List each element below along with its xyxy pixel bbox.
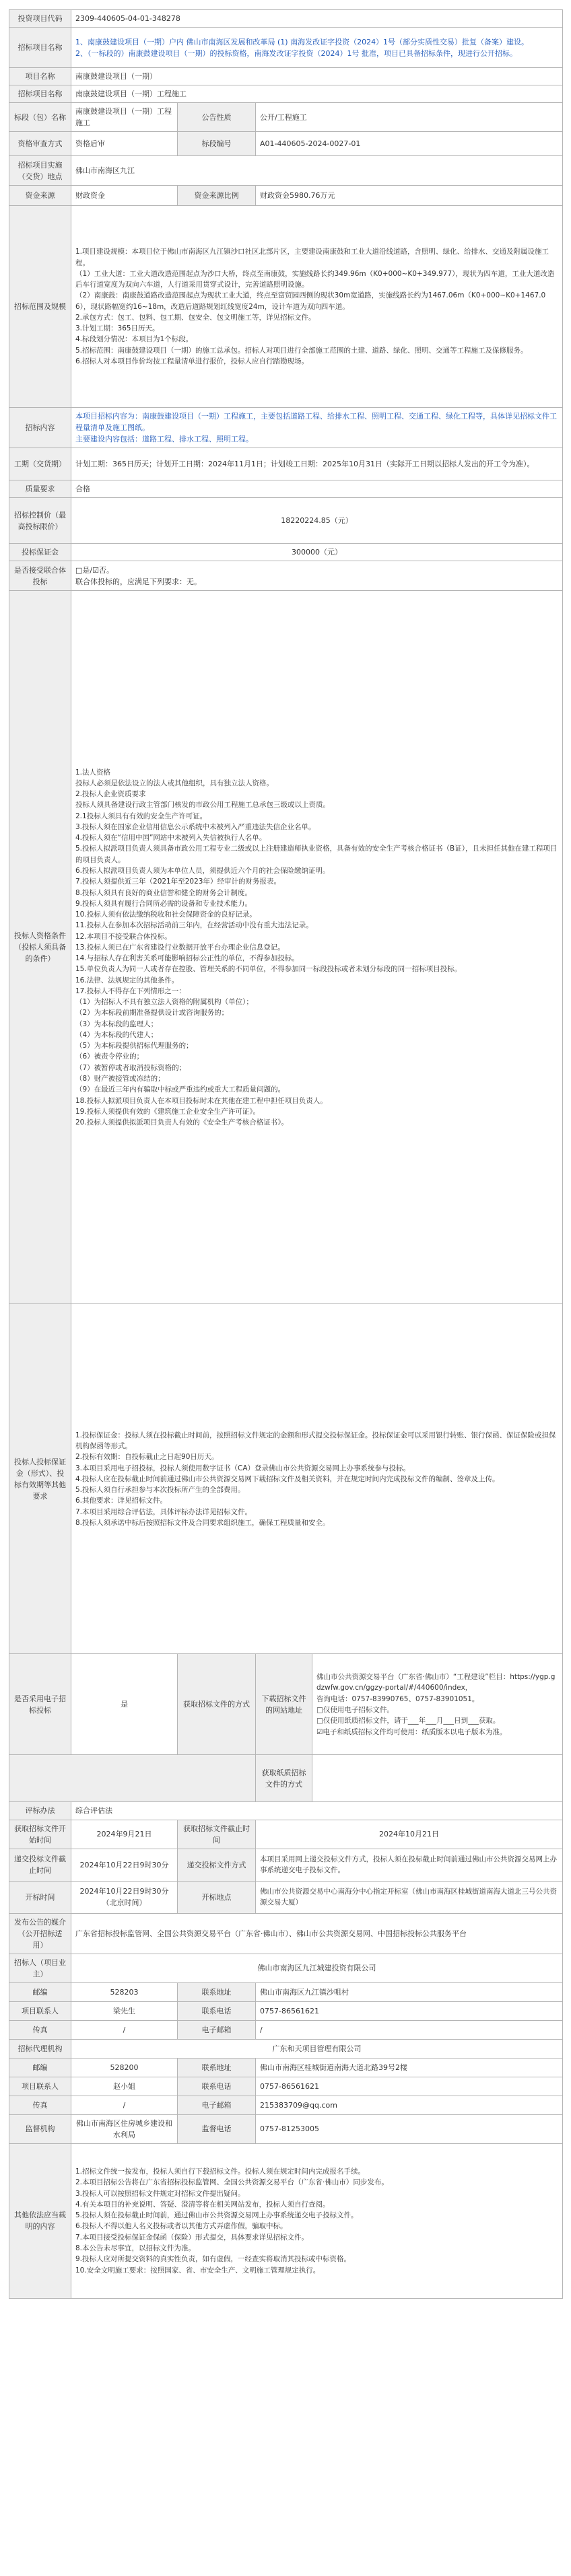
table-row [9,132,563,156]
table-row [9,2001,563,2020]
period-value: 计划工期：365日历天；计划开工日期：2024年11月1日；计划竣工日期：2025年10月31日（实际开工日期以招标人发出的开工令为准）。 [71,448,563,480]
agent-value: 广东和天项目管理有限公司 [71,2039,563,2058]
open-place-value: 佛山市公共资源交易中心南海分中心指定开标室（佛山市南海区桂城街道南海大道北三号公共资源交易大厦） [256,1881,563,1913]
empty-cell [9,1755,256,1802]
submit-place-value: 本项目采用网上递交投标文件方式，投标人须在投标截止时间前通过佛山市公共资源交易网上办事系统递交电子投标文件。 [256,1849,563,1881]
table-row [9,2039,563,2058]
start-value: 2024年9月21日 [71,1820,178,1849]
project-label: 项目名称 [9,68,71,85]
postcode-value: 528203 [71,1982,178,2001]
phone-value: 0757-86561621 [256,2001,563,2020]
bid-notice-table [9,9,563,2299]
table-row [9,591,563,1304]
fax-value: / [71,2020,178,2039]
table-row [9,1849,563,1881]
table-row [9,2096,563,2114]
open-label: 开标时间 [9,1881,71,1913]
maxprice-label: 招标控制价（最高投标限价） [9,498,71,544]
plan-label: 标段编号 [178,132,256,156]
table-row [9,156,563,186]
table-row [9,206,563,408]
table-row [9,103,563,132]
table-row [9,2143,563,2298]
postcode-label: 邮编 [9,1982,71,2001]
bidproject-label: 招标项目名称 [9,85,71,103]
addr-value: 佛山市南海区九江镇沙咀村 [256,1982,563,2001]
qual-value: 1.法人资格 投标人必须是依法设立的法人或其他组织，具有独立法人资格。 2.投标人企业资质要求 投标人须具备建设行政主管部门核发的市政公用工程施工总承包三级或以上资质。 2.1投标人须具有有效的安全生产许可证。 3.投标人须在国家企业信用信息公示系统中未被列入严重违法失信企业名单。 4.投标人须在“信用中国”网站中未被列入失信被执行人名单。 5.投标人拟派项目负责人须具备市政公用工程专业二级或以上注册建造师执业资格，具备有效的安全生产考核合格证书（B证），且未担任其他在建工程项目的项目负责人。 6.投标人拟派项目负责人须为本单位人员，须提供近六个月的社会保险缴纳证明。 7.投标人须提供近三年（2021年至2023年）经审计的财务报表。 8.投标人须具有良好的商业信誉和健全的财务会计制度。 9.投标人须具有履行合同所必需的设备和专业技术能力。 10.投标人须有依法缴纳税收和社会保障资金的良好记录。 11.投标人在参加本次招标活动前三年内，在经营活动中没有重大违法记录。 12.本项目不接受联合体投标。 13.投标人须已在广东省建设行业数据开放平台办理企业信息登记。 14.与招标人存在利害关系可能影响招标公正性的单位，不得参加投标。 15.单位负责人为同一人或者存在控股、管理关系的不同单位，不得参加同一标段投标或者未划分标段的同一招标项目投标。 16.法律、法规规定的其他条件。 17.投标人不得存在下列情形之一： （1）为招标人不具有独立法人资格的附属机构（单位）； （2）为本标段前期准备提供设计或咨询服务的； （3）为本标段的监理人； （4）为本标段的代建人； （5）为本标段提供招标代理服务的； （6）被责令停业的； （7）被暂停或者取消投标资格的； （8）财产被接管或冻结的； （9）在最近三年内有骗取中标或严重违约或重大工程质量问题的。 18.投标人拟派项目负责人在本项目投标时未在其他在建工程中担任项目负责人。 19.投标人须提供有效的《建筑施工企业安全生产许可证》。 20.投标人须提供拟派项目负责人有效的《安全生产考核合格证书》。 [71,591,563,1304]
supervise-phone-value: 0757-81253005 [256,2114,563,2143]
agent-phone-value: 0757-86561621 [256,2077,563,2096]
period-label: 工期（交货期） [9,448,71,480]
code-value: 2309-440605-04-01-348278 [71,10,563,28]
quality-label: 质量要求 [9,480,71,498]
bidsection-value: 本项目招标内容为：南康鼓建设项目（一期）工程施工，主要包括道路工程、给排水工程、照明工程、交通工程、绿化工程等，具体详见招标文件工程量清单及施工图纸。 主要建设内容包括：道路工程、排水工程、照明工程。 [71,408,563,448]
download-place-value[interactable]: 佛山市公共资源交易平台（广东省·佛山市）“工程建设”栏目：https://ygp.gdzwfw.gov.cn/ggzy-portal/#/440600/index， 咨询电话：0757-83990765、0757-83901051。 □仅使用电子招标文件。 □仅使用纸质招标文件，请于___年___月___日到___获取。 ☑电子和纸质招标文件均可使用：纸质版本以电子版本为准。 [312,1654,563,1755]
agent-fax-value: / [71,2096,178,2114]
supervise-value: 佛山市南海区住房城乡建设和水利局 [71,2114,178,2143]
deposit-value: 300000（元） [71,544,563,561]
agent-fax-label: 传真 [9,2096,71,2114]
category-value: 公开/工程施工 [256,103,563,132]
fax-label: 传真 [9,2020,71,2039]
tenderer-value: 佛山市南海区九江城建投资有限公司 [71,1954,563,1982]
plan-value: A01-440605-2024-0027-01 [256,132,563,156]
phone-label: 联系电话 [178,2001,256,2020]
section-value: 南康鼓建设项目（一期）工程施工 [71,103,178,132]
table-row [9,68,563,85]
start-label: 获取招标文件开始时间 [9,1820,71,1849]
table-row [9,2114,563,2143]
bidtype-value: 综合评估法 [71,1802,563,1820]
table-row [9,2058,563,2077]
table-row [9,1802,563,1820]
code-label: 投资项目代码 [9,10,71,28]
submit-place-label: 递交投标文件方式 [178,1849,256,1881]
electronic-value: 是 [71,1654,178,1755]
table-row [9,498,563,544]
name-value: 1、南康鼓建设项目（一期）户内 佛山市南海区发展和改革局 (1) 南海发改证字投资（2024）1号（部分实质性交易）批复（备案）建设。 2、（一标段的）南康鼓建设项目（一期）的投标资格，南海发改证字投资（2024）1号 批准，项目已具备招标条件，现进行公开招标。 [71,28,563,68]
table-row [9,480,563,498]
notes-label: 其他依法应当载明的内容 [9,2143,71,2298]
notes-value: 1.招标文件统一按发布，投标人须自行下载招标文件。投标人须在规定时间内完成报名手续。 2.本项目招标公告将在广东省招标投标监管网、全国公共资源交易平台（广东省·佛山市）同步发布。 3.投标人可以按照招标文件规定对招标文件提出疑问。 4.有关本项目的补充说明、答疑、澄清等将在相关网站发布，投标人须自行查阅。 5.投标人须在投标截止时间前，通过佛山市公共资源交易网上办事系统递交电子投标文件。 6.投标人不得以他人名义投标或者以其他方式弄虚作假，骗取中标。 7.本项目接受投标保证金保函（保险）形式提交，具体要求详见招标文件。 8.本公告未尽事宜，以招标文件为准。 9.投标人应对所提交资料的真实性负责，如有虚假，一经查实将取消其投标或中标资格。 10.安全文明施工要求：按照国家、省、市安全生产、文明施工管理规定执行。 [71,2143,563,2298]
scope-value: 1.项目建设规模：本项目位于佛山市南海区九江镇沙口社区北部片区，主要建设南康鼓和工业大道沿线道路，含照明、绿化、给排水、交通及附属设施工程。 （1）工业大道：工业大道改造范围起点为沙口大桥，终点至南康鼓，实施线路长约349.96m（K0+000~K0+349.977），现状为四车道，工业大道改造后车行道宽度为双向六车道，人行道采用贯穿式设计，完善道路照明设施。 （2）南康鼓：南康鼓道路改造范围起点为现状工业大道，终点至富贸园西侧的现状30m宽道路，实施线路长约为1467.06m（K0+000~K0+1467.06），现状路幅宽约16~18m，改造后道路规划红线宽度24m，设计车道为双向四车道。 2.承包方式：包工、包料、包工期、包安全、包文明施工等，详见招标文件。 3.计划工期：365日历天。 4.标段划分情况：本项目为1个标段。 5.招标范围：南康鼓建设项目（一期）的施工总承包。招标人对项目进行全部施工范围的土建、道路、绿化、照明、交通等工程施工及保修服务。 6.招标人对本项目作价均按工程量清单进行报价，投标人应自行踏勘现场。 [71,206,563,408]
table-row [9,544,563,561]
table-row [9,1913,563,1954]
addr-label: 联系地址 [178,1982,256,2001]
submit-label: 递交投标文件截止时间 [9,1849,71,1881]
method-label: 资格审查方式 [9,132,71,156]
review-label: 投标人投标保证金（形式）、投标有效期等其他要求 [9,1304,71,1654]
agent-postcode-value: 528200 [71,2058,178,2077]
table-row [9,408,563,448]
table-row [9,10,563,28]
qual-label: 投标人资格条件（投标人须具备的条件） [9,591,71,1304]
tenderer-label: 招标人（项目业主） [9,1954,71,1982]
deposit-label: 投标保证金 [9,544,71,561]
ratio-label: 资金来源比例 [178,186,256,206]
agent-label: 招标代理机构 [9,2039,71,2058]
scope-label: 招标范围及规模 [9,206,71,408]
section-label: 标段（包）名称 [9,103,71,132]
bidsection-label: 招标内容 [9,408,71,448]
email-label: 电子邮箱 [178,2020,256,2039]
table-row [9,1654,563,1755]
ratio-value: 财政资金5980.76万元 [256,186,563,206]
agent-email-label: 电子邮箱 [178,2096,256,2114]
consortium-label: 是否接受联合体投标 [9,561,71,591]
agent-postcode-label: 邮编 [9,2058,71,2077]
method-value: 资格后审 [71,132,178,156]
electronic-label: 是否采用电子招标投标 [9,1654,71,1755]
download-doc-value [312,1755,563,1802]
project-value: 南康鼓建设项目（一期） [71,68,563,85]
maxprice-value: 18220224.85（元） [71,498,563,544]
table-row [9,1755,563,1802]
table-row [9,85,563,103]
download-label: 获取招标文件的方式 [178,1654,256,1755]
deadline-label: 获取招标文件截止时间 [178,1820,256,1849]
table-row [9,1304,563,1654]
agent-addr-label: 联系地址 [178,2058,256,2077]
consortium-value: □是/☑否。 联合体投标的，应满足下列要求：无。 [71,561,563,591]
agent-email-value[interactable]: 215383709@qq.com [256,2096,563,2114]
contact-value: 梁先生 [71,2001,178,2020]
bidtype-label: 评标办法 [9,1802,71,1820]
email-value: / [256,2020,563,2039]
table-row [9,1820,563,1849]
agent-addr-value: 佛山市南海区桂城街道南海大道北路39号2楼 [256,2058,563,2077]
contact-label: 项目联系人 [9,2001,71,2020]
media-label: 发布公告的媒介（公开招标适用） [9,1913,71,1954]
name-label: 招标项目名称 [9,28,71,68]
org-value: 佛山市南海区九江 [71,156,563,186]
fund-value: 财政资金 [71,186,178,206]
agent-phone-label: 联系电话 [178,2077,256,2096]
media-value: 广东省招标投标监管网、全国公共资源交易平台（广东省·佛山市）、佛山市公共资源交易网、中国招标投标公共服务平台 [71,1913,563,1954]
table-row [9,448,563,480]
supervise-label: 监督机构 [9,2114,71,2143]
table-row [9,186,563,206]
table-row [9,2077,563,2096]
download-doc-label: 获取纸质招标文件的方式 [256,1755,312,1802]
table-row [9,561,563,591]
category-label: 公告性质 [178,103,256,132]
review-value: 1.投标保证金：投标人须在投标截止时间前，按照招标文件规定的金额和形式提交投标保证金。投标保证金可以采用银行转账、银行保函、保证保险或担保机构保函等形式。 2.投标有效期：自投标截止之日起90日历天。 3.本项目采用电子招投标，投标人须使用数字证书（CA）登录佛山市公共资源交易网上办事系统参与投标。 4.投标人应在投标截止时间前通过佛山市公共资源交易网下载招标文件及相关资料，并在规定时间内完成投标文件的编制、签章及上传。 5.投标人须自行承担参与本次投标所产生的全部费用。 6.其他要求：详见招标文件。 7.本项目采用综合评估法，具体评标办法详见招标文件。 8.投标人须承诺中标后按照招标文件及合同要求组织施工，确保工程质量和安全。 [71,1304,563,1654]
quality-value: 合格 [71,480,563,498]
fund-label: 资金来源 [9,186,71,206]
table-row [9,2020,563,2039]
bidproject-value: 南康鼓建设项目（一期）工程施工 [71,85,563,103]
open-value: 2024年10月22日9时30分（北京时间） [71,1881,178,1913]
org-label: 招标项目实施（交货）地点 [9,156,71,186]
table-row [9,28,563,68]
submit-value: 2024年10月22日9时30分 [71,1849,178,1881]
agent-contact-label: 项目联系人 [9,2077,71,2096]
table-row [9,1954,563,1982]
supervise-phone-label: 监督电话 [178,2114,256,2143]
open-place-label: 开标地点 [178,1881,256,1913]
download-place-label: 下载招标文件的网站地址 [256,1654,312,1755]
table-row [9,1982,563,2001]
deadline-value: 2024年10月21日 [256,1820,563,1849]
agent-contact-value: 赵小姐 [71,2077,178,2096]
table-row [9,1881,563,1913]
